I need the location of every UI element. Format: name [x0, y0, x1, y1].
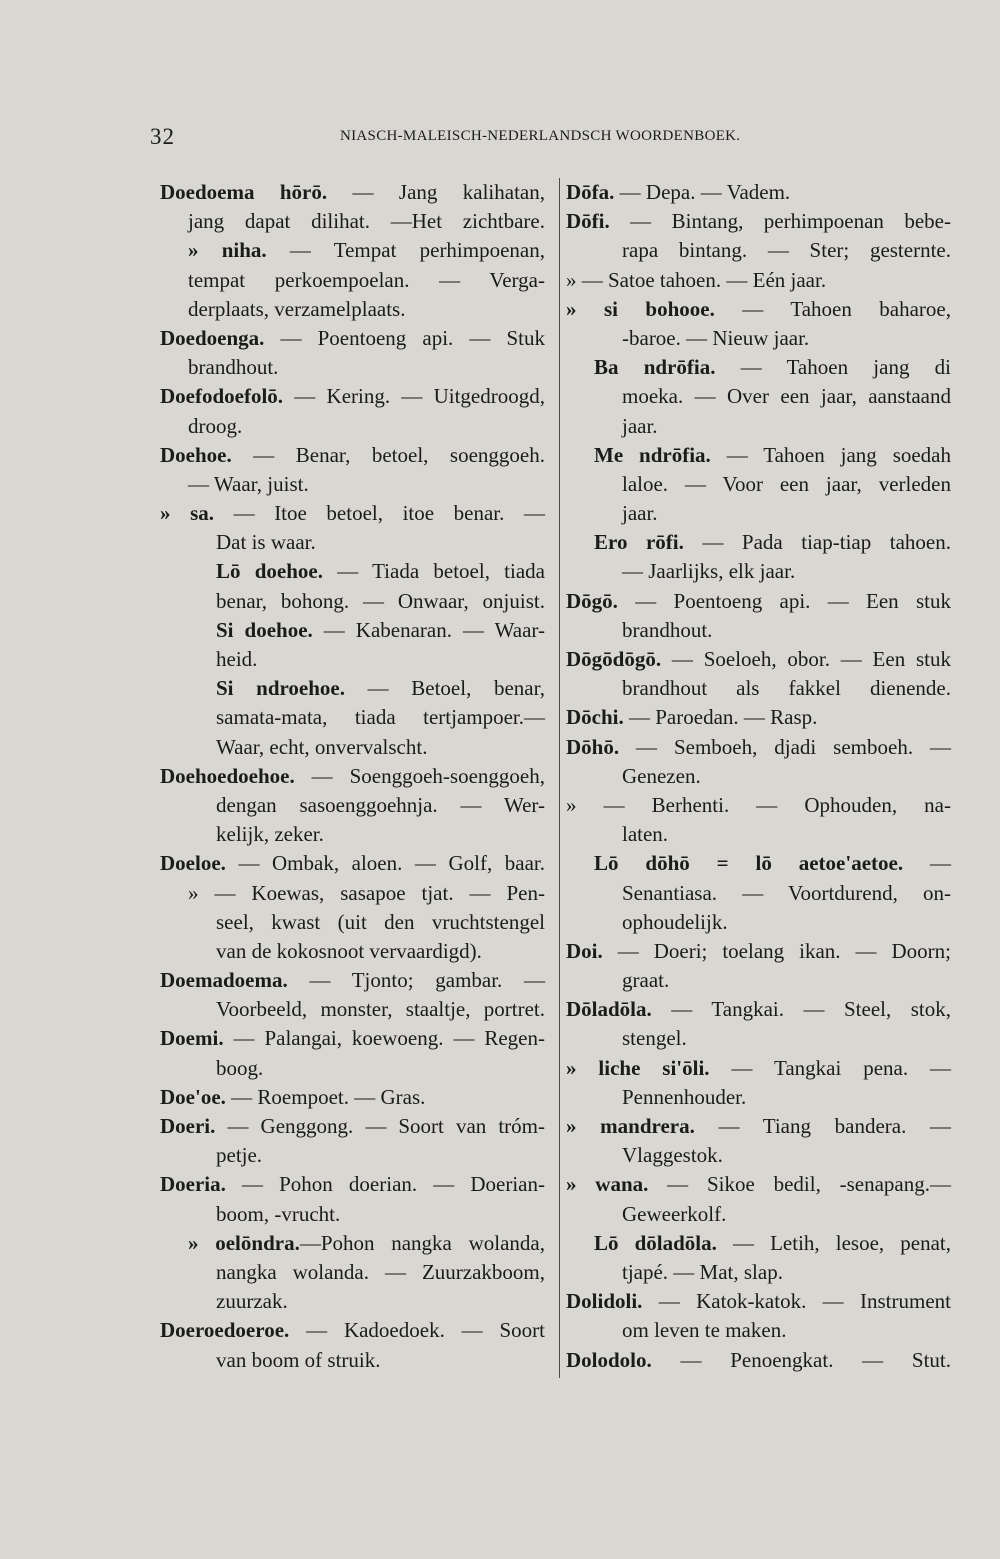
- headword: Lō dōladōla.: [594, 1230, 717, 1255]
- entry-line: [566, 324, 951, 353]
- definition-text: —: [903, 851, 952, 876]
- entry-line: [160, 1083, 545, 1112]
- headword: » si bohooe.: [566, 296, 715, 321]
- headword: » mandrera.: [566, 1114, 695, 1138]
- entry-line: [566, 295, 951, 324]
- definition-text: jang dapat dilihat. —Het zichtbare.: [188, 209, 545, 234]
- definition-text: » — Koewas, sasapoe tjat. — Pen-: [188, 880, 545, 905]
- entry-line: [566, 616, 951, 645]
- headword: Dōfi.: [566, 209, 610, 234]
- definition-text: seel, kwast (uit den vruchtstengel: [216, 909, 545, 934]
- definition-text: — Depa. — Vadem.: [614, 180, 791, 204]
- definition-text: -baroe. — Nieuw jaar.: [622, 325, 810, 350]
- headword: Doemadoema.: [160, 968, 288, 993]
- headword: Doedoema hōrō.: [160, 180, 328, 204]
- entry-line: [160, 236, 545, 265]
- entry-line: [160, 995, 545, 1024]
- definition-text: Genezen.: [622, 763, 701, 788]
- definition-text: — Palangai, koewoeng. — Regen-: [223, 1026, 545, 1051]
- headword: Dōchi.: [566, 705, 624, 730]
- entry-line: [160, 966, 545, 995]
- entry-line: [160, 1141, 545, 1170]
- page-number: 32: [150, 124, 175, 149]
- definition-text: ophoudelijk.: [622, 909, 728, 934]
- entry-line: [566, 382, 951, 411]
- definition-text: — Tahoen jang soedah: [710, 442, 952, 467]
- definition-text: Pennenhouder.: [622, 1084, 747, 1109]
- entry-line: [566, 178, 951, 207]
- definition-text: — Pada tiap-tiap tahoen.: [683, 530, 951, 555]
- headword: Doehoedoehoe.: [160, 763, 295, 788]
- entry-line: [160, 178, 545, 207]
- entry-line: [160, 382, 545, 411]
- entry-line: [566, 1024, 951, 1053]
- running-title: NIASCH-MALEISCH-NEDERLANDSCH WOORDENBOEK.: [340, 128, 741, 144]
- headword: Dolidoli.: [566, 1289, 643, 1314]
- entry-line: [160, 1346, 545, 1375]
- entry-line: [566, 441, 951, 470]
- entry-line: [160, 762, 545, 791]
- definition-text: — Itoe betoel, itoe benar. —: [214, 501, 545, 526]
- definition-text: » — Satoe tahoen. — Eén jaar.: [566, 267, 827, 292]
- definition-text: heid.: [216, 647, 258, 671]
- definition-text: — Soenggoeh-soenggoeh,: [294, 763, 545, 788]
- entry-line: [160, 470, 545, 499]
- definition-text: tempat perkoempoelan. — Verga-: [188, 267, 545, 292]
- definition-text: kelijk, zeker.: [216, 822, 324, 847]
- headword: Doemi.: [160, 1026, 224, 1051]
- entry-line: [566, 1258, 951, 1287]
- entry-line: [160, 587, 545, 616]
- definition-text: » — Berhenti. — Ophouden, na-: [566, 792, 951, 817]
- headword: » sa.: [160, 501, 215, 526]
- entry-line: [160, 645, 545, 674]
- entry-line: [160, 820, 545, 849]
- entry-line: [160, 1170, 545, 1199]
- definition-text: boom, -vrucht.: [216, 1201, 341, 1226]
- entry-line: [160, 791, 545, 820]
- definition-text: brandhout als fakkel dienende.: [622, 676, 951, 701]
- entry-line: [160, 499, 545, 528]
- entry-line: [160, 266, 545, 295]
- headword: Me ndrōfia.: [594, 442, 711, 467]
- entry-line: [160, 908, 545, 937]
- definition-text: — Jang kalihatan,: [327, 180, 545, 204]
- definition-text: — Roempoet. — Gras.: [225, 1084, 426, 1109]
- entry-line: [566, 528, 951, 557]
- entry-line: [160, 879, 545, 908]
- headword: Dōgōdōgō.: [566, 647, 662, 671]
- entry-line: [160, 353, 545, 382]
- entry-line: [566, 733, 951, 762]
- headword: Dōgō.: [566, 588, 618, 613]
- headword: Doeroedoeroe.: [160, 1318, 290, 1343]
- entry-line: [160, 1112, 545, 1141]
- entry-line: [566, 820, 951, 849]
- definition-text: droog.: [188, 413, 243, 438]
- entry-line: [160, 324, 545, 353]
- definition-text: — Betoel, benar,: [345, 676, 545, 701]
- entry-line: [566, 470, 951, 499]
- entry-line: [160, 616, 545, 645]
- headword: Doi.: [566, 938, 603, 963]
- definition-text: — Penoengkat. — Stut.: [651, 1347, 951, 1372]
- entry-line: [160, 1287, 545, 1316]
- definition-text: petje.: [216, 1143, 263, 1168]
- entry-line: [566, 207, 951, 236]
- definition-text: — Poentoeng api. — Stuk: [264, 325, 545, 350]
- entry-line: [160, 733, 545, 762]
- definition-text: — Katok-katok. — Instrument: [642, 1289, 951, 1314]
- definition-text: van boom of struik.: [216, 1347, 381, 1372]
- headword: » niha.: [188, 238, 267, 263]
- entry-line: [566, 1112, 951, 1141]
- definition-text: — Ombak, aloen. — Golf, baar.: [225, 851, 545, 876]
- definition-text: Dat is waar.: [216, 530, 316, 555]
- entry-line: [160, 412, 545, 441]
- entry-line: [566, 674, 951, 703]
- entry-line: [566, 966, 951, 995]
- definition-text: — Paroedan. — Rasp.: [623, 705, 818, 730]
- definition-text: jaar.: [622, 501, 658, 526]
- entry-line: [566, 1287, 951, 1316]
- entry-line: [566, 236, 951, 265]
- definition-text: — Tahoen jang di: [715, 355, 952, 380]
- definition-text: — Jaarlijks, elk jaar.: [622, 559, 796, 584]
- definition-text: graat.: [622, 968, 670, 993]
- entry-line: [566, 703, 951, 732]
- definition-text: rapa bintang. — Ster; gesternte.: [622, 238, 951, 263]
- headword: Doeri.: [160, 1114, 216, 1138]
- headword: Doehoe.: [160, 442, 232, 467]
- headword: Dōfa.: [566, 180, 615, 204]
- definition-text: laloe. — Voor een jaar, verleden: [622, 471, 951, 496]
- definition-text: brandhout.: [622, 617, 713, 642]
- definition-text: van de kokosnoot vervaardigd).: [216, 938, 482, 963]
- entry-line: [566, 908, 951, 937]
- entry-line: [160, 207, 545, 236]
- definition-text: — Tangkai. — Steel, stok,: [651, 997, 951, 1022]
- definition-text: — Tjonto; gambar. —: [287, 968, 545, 993]
- definition-text: — Semboeh, djadi semboeh. —: [619, 734, 951, 759]
- definition-text: — Waar, juist.: [188, 471, 309, 496]
- headword: Si doehoe.: [216, 617, 313, 642]
- definition-text: tjapé. — Mat, slap.: [622, 1259, 783, 1284]
- definition-text: —Pohon nangka wolanda,: [299, 1230, 545, 1255]
- definition-text: — Tahoen baharoe,: [714, 296, 951, 321]
- entry-line: [566, 1141, 951, 1170]
- definition-text: moeka. — Over een jaar, aanstaand: [622, 384, 951, 409]
- headword: Doeloe.: [160, 851, 226, 876]
- definition-text: — Kering. — Uitgedroogd,: [283, 384, 545, 409]
- definition-text: dengan sasoenggoehnja. — Wer-: [216, 792, 545, 817]
- definition-text: laten.: [622, 822, 669, 847]
- definition-text: — Kadoedoek. — Soort: [289, 1318, 545, 1343]
- definition-text: — Tempat perhimpoenan,: [266, 238, 545, 263]
- definition-text: — Sikoe bedil, -senapang.—: [648, 1172, 951, 1197]
- entry-line: [160, 1024, 545, 1053]
- entry-line: [160, 1229, 545, 1258]
- entry-line: [566, 1229, 951, 1258]
- entry-line: [160, 703, 545, 732]
- entry-line: [566, 762, 951, 791]
- definition-text: benar, bohong. — Onwaar, onjuist.: [216, 588, 545, 613]
- definition-text: samata-mata, tiada tertjampoer.—: [216, 705, 545, 730]
- definition-text: — Kabenaran. — Waar-: [312, 617, 545, 642]
- headword: Doe'oe.: [160, 1084, 226, 1109]
- definition-text: — Tiada betoel, tiada: [323, 559, 545, 584]
- definition-text: Vlaggestok.: [622, 1143, 723, 1168]
- headword: Lō doehoe.: [216, 559, 323, 584]
- entry-line: [566, 412, 951, 441]
- entry-line: [160, 937, 545, 966]
- definition-text: — Tangkai pena. —: [709, 1055, 951, 1080]
- entry-line: [160, 528, 545, 557]
- definition-text: — Letih, lesoe, penat,: [716, 1230, 951, 1255]
- definition-text: derplaats, verzamelplaats.: [188, 296, 406, 321]
- definition-text: — Benar, betoel, soenggoeh.: [231, 442, 545, 467]
- entry-line: [566, 937, 951, 966]
- definition-text: Geweerkolf.: [622, 1201, 727, 1226]
- entry-line: [566, 557, 951, 586]
- definition-text: — Doeri; toelang ikan. — Doorn;: [602, 938, 951, 963]
- definition-text: — Soeloeh, obor. — Een stuk: [661, 647, 951, 671]
- headword: Ba ndrōfia.: [594, 355, 716, 380]
- entry-line: [566, 1316, 951, 1345]
- entry-line: [566, 1170, 951, 1199]
- right-column: [566, 178, 951, 1375]
- headword: Dōladōla.: [566, 997, 652, 1022]
- entry-line: [566, 791, 951, 820]
- headword: » oelōndra.: [188, 1230, 300, 1255]
- headword: Lō dōhō = lō aetoe'aetoe.: [594, 851, 904, 876]
- headword: Doefodoefolō.: [160, 384, 284, 409]
- entry-line: [566, 995, 951, 1024]
- entry-line: [566, 1083, 951, 1112]
- entry-line: [160, 557, 545, 586]
- definition-text: Waar, echt, onvervalscht.: [216, 734, 428, 759]
- definition-text: — Poentoeng api. — Een stuk: [617, 588, 951, 613]
- entry-line: [566, 1200, 951, 1229]
- headword: Dolodolo.: [566, 1347, 652, 1372]
- definition-text: — Bintang, perhimpoenan bebe-: [609, 209, 951, 234]
- definition-text: Voorbeeld, monster, staaltje, portret.: [216, 997, 545, 1022]
- entry-line: [160, 295, 545, 324]
- entry-line: [160, 849, 545, 878]
- definition-text: zuurzak.: [216, 1289, 288, 1314]
- entry-line: [566, 353, 951, 382]
- definition-text: brandhout.: [188, 355, 279, 380]
- entry-line: [160, 674, 545, 703]
- definition-text: — Genggong. — Soort van tróm-: [215, 1114, 545, 1138]
- headword: » wana.: [566, 1172, 649, 1197]
- definition-text: — Pohon doerian. — Doerian-: [225, 1172, 545, 1197]
- definition-text: nangka wolanda. — Zuurzakboom,: [216, 1259, 545, 1284]
- definition-text: stengel.: [622, 1026, 687, 1051]
- entry-line: [566, 587, 951, 616]
- definition-text: — Tiang bandera. —: [694, 1114, 952, 1138]
- column-divider: [559, 178, 560, 1378]
- entry-line: [566, 849, 951, 878]
- definition-text: om leven te maken.: [622, 1318, 787, 1343]
- entry-line: [160, 1200, 545, 1229]
- headword: Doeria.: [160, 1172, 226, 1197]
- definition-text: jaar.: [622, 413, 658, 438]
- entry-line: [160, 1258, 545, 1287]
- page-header: [0, 124, 1000, 154]
- headword: Doedoenga.: [160, 325, 265, 350]
- entry-line: [566, 499, 951, 528]
- entry-line: [160, 1054, 545, 1083]
- headword: Dōhō.: [566, 734, 620, 759]
- definition-text: Senantiasa. — Voortdurend, on-: [622, 880, 951, 905]
- headword: Ero rōfi.: [594, 530, 684, 555]
- headword: » liche si'ōli.: [566, 1055, 710, 1080]
- entry-line: [566, 879, 951, 908]
- headword: Si ndroehoe.: [216, 676, 346, 701]
- entry-line: [566, 266, 951, 295]
- entry-line: [566, 1054, 951, 1083]
- entry-line: [566, 645, 951, 674]
- left-column: [160, 178, 545, 1375]
- entry-line: [566, 1346, 951, 1375]
- definition-text: boog.: [216, 1055, 264, 1080]
- entry-line: [160, 1316, 545, 1345]
- entry-line: [160, 441, 545, 470]
